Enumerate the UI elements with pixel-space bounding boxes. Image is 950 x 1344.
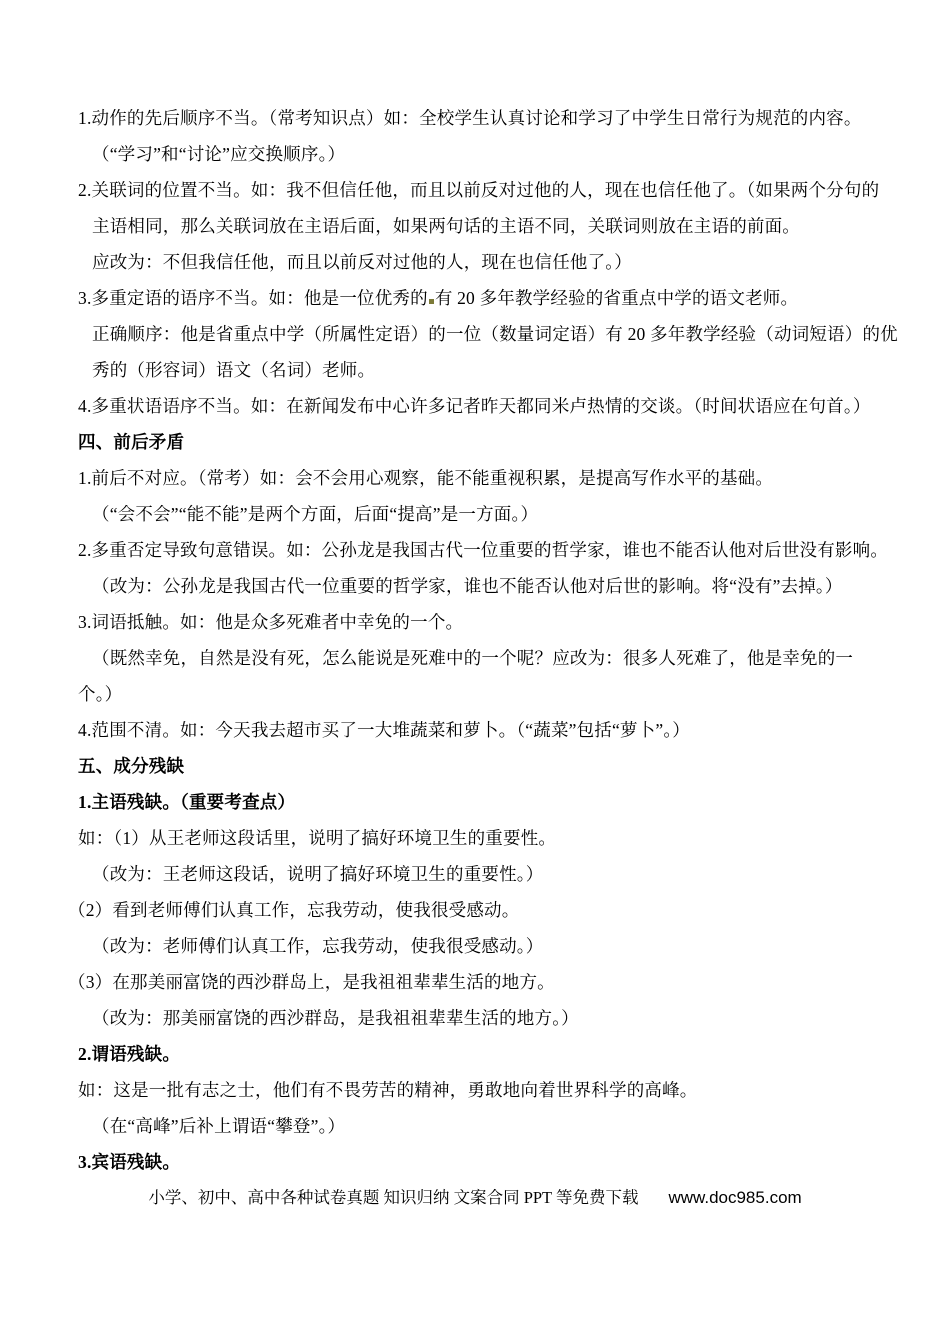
doc-line: （“会不会”“能不能”是两个方面，后面“提高”是一方面。） (92, 504, 539, 524)
doc-line: 正确顺序：他是省重点中学（所属性定语）的一位（数量词定语）有 20 多年教学经验（动词短语）的优 (92, 324, 898, 344)
doc-line: （3）在那美丽富饶的西沙群岛上，是我祖祖辈辈生活的地方。 (68, 972, 555, 992)
doc-line: 2.关联词的位置不当。如：我不但信任他，而且以前反对过他的人，现在也信任他了。（如果两个分句的 (78, 180, 880, 200)
doc-line: （“学习”和“讨论”应交换顺序。） (92, 144, 346, 164)
doc-line (78, 280, 900, 316)
doc-line-text: 3.多重定语的语序不当。如：他是一位优秀的 (78, 288, 428, 308)
stray-dot-artifact (429, 299, 434, 304)
subsection-heading-missing-subject: 1.主语残缺。（重要考查点） (78, 792, 296, 812)
footer-promo-text: 小学、初中、高中各种试卷真题 知识归纳 文案合同 PPT 等免费下载 (148, 1188, 639, 1207)
section-heading-missing-component: 五、成分残缺 (78, 756, 185, 776)
doc-line: 2.多重否定导致句意错误。如：公孙龙是我国古代一位重要的哲学家，谁也不能否认他对后世没有影响。 (78, 540, 889, 560)
doc-line: （改为：老师傅们认真工作，忘我劳动，使我很受感动。） (92, 936, 544, 956)
doc-line: （2）看到老师傅们认真工作，忘我劳动，使我很受感动。 (68, 900, 520, 920)
doc-line: （改为：王老师这段话，说明了搞好环境卫生的重要性。） (92, 864, 544, 884)
doc-line: 如：（1）从王老师这段话里，说明了搞好环境卫生的重要性。 (78, 828, 557, 848)
doc-line: 如：这是一批有志之士，他们有不畏劳苦的精神，勇敢地向着世界科学的高峰。 (78, 1080, 698, 1100)
page-footer (0, 1180, 950, 1216)
doc-line: （改为：公孙龙是我国古代一位重要的哲学家，谁也不能否认他对后世的影响。将“没有”去掉。） (92, 576, 843, 596)
doc-line: 主语相同，那么关联词放在主语后面，如果两句话的主语不同，关联词则放在主语的前面。 (92, 216, 800, 236)
section-heading-contradiction: 四、前后矛盾 (78, 432, 185, 452)
doc-line: 秀的（形容词）语文（名词）老师。 (92, 360, 376, 380)
doc-line: 1.前后不对应。（常考）如：会不会用心观察，能不能重视积累，是提高写作水平的基础。 (78, 468, 774, 488)
doc-line: （改为：那美丽富饶的西沙群岛，是我祖祖辈辈生活的地方。） (92, 1008, 579, 1028)
doc-line: 1.动作的先后顺序不当。（常考知识点）如：全校学生认真讨论和学习了中学生日常行为规范的内容。 (78, 108, 862, 128)
doc-line: 应改为：不但我信任他，而且以前反对过他的人，现在也信任他了。） (92, 252, 632, 272)
doc-line: 4.范围不清。如：今天我去超市买了一大堆蔬菜和萝卜。（“蔬菜”包括“萝卜”。） (78, 720, 690, 740)
subsection-heading-missing-predicate: 2.谓语残缺。 (78, 1044, 181, 1064)
doc-line: （既然幸免，自然是没有死，怎么能说是死难中的一个呢？应改为：很多人死难了，他是幸免的一 (92, 648, 854, 668)
doc-line: 4.多重状语语序不当。如：在新闻发布中心许多记者昨天都同米卢热情的交谈。（时间状语应在句首。） (78, 396, 871, 416)
subsection-heading-missing-object: 3.宾语残缺。 (78, 1152, 181, 1172)
doc-line: 个。） (78, 684, 123, 704)
doc-line: （在“高峰”后补上谓语“攀登”。） (92, 1116, 346, 1136)
doc-line-text: 有 20 多年教学经验的省重点中学的语文老师。 (434, 288, 799, 308)
doc-line: 3.词语抵触。如：他是众多死难者中幸免的一个。 (78, 612, 464, 632)
document-body (62, 100, 900, 1180)
footer-url-link[interactable]: www.doc985.com (668, 1188, 802, 1207)
